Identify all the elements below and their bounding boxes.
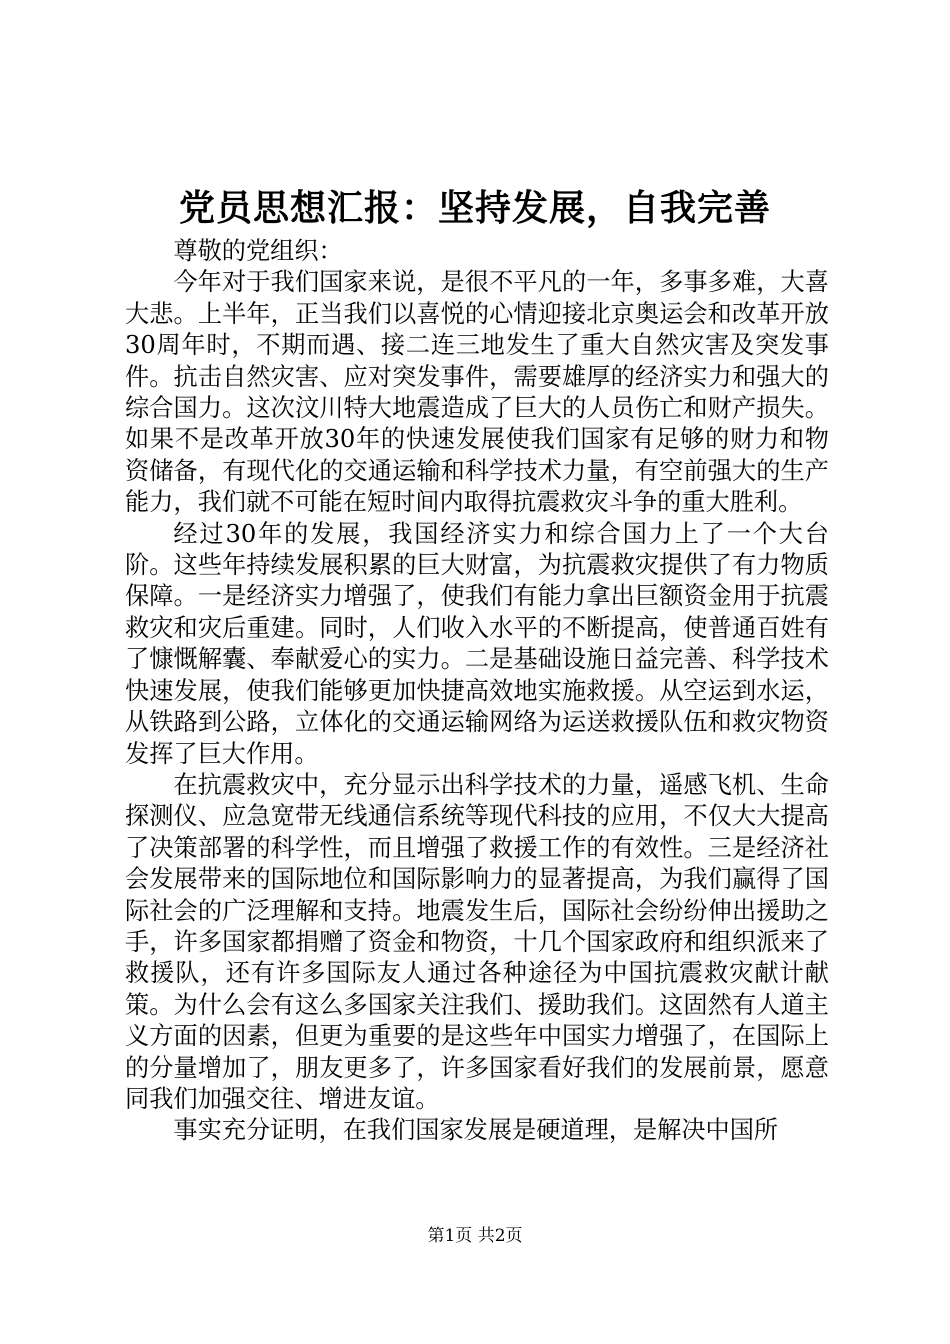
paragraph-2: 经过30年的发展，我国经济实力和综合国力上了一个大台阶。这些年持续发展积累的巨大财富，为抗震救灾提供了有力物质保障。一是经济实力增强了，使我们有能力拿出巨额资金用于抗震救灾和灾后重建。同时，人们收入水平的不断提高，使普通百姓有了慷慨解囊、奉献爱心的实力。二是基础设施日益完善、科学技术快速发展，使我们能够更加快捷高效地实施救援。从空运到水运，从铁路到公路，立体化的交通运输网络为运送救援队伍和救灾物资发挥了巨大作用。 (125, 519, 829, 768)
document-title: 党员思想汇报：坚持发展，自我完善 (178, 187, 771, 229)
page-number-footer: 第1页 共2页 (427, 1226, 523, 1246)
salutation: 尊敬的党组织： (173, 237, 343, 265)
paragraph-1: 今年对于我们国家来说，是很不平凡的一年，多事多难，大喜大悲。上半年，正当我们以喜悦的心情迎接北京奥运会和改革开放30周年时，不期而遇、接二连三地发生了重大自然灾害及突发事件。抗击自然灾害、应对突发事件，需要雄厚的经济实力和强大的综合国力。这次汶川特大地震造成了巨大的人员伤亡和财产损失。如果不是改革开放30年的快速发展使我们国家有足够的财力和物资储备，有现代化的交通运输和科学技术力量，有空前强大的生产能力，我们就不可能在短时间内取得抗震救灾斗争的重大胜利。 (125, 268, 829, 517)
document-body (125, 236, 829, 1147)
paragraph-4: 事实充分证明，在我们国家发展是硬道理，是解决中国所 (173, 1116, 779, 1145)
paragraph-3: 在抗震救灾中，充分显示出科学技术的力量，遥感飞机、生命探测仪、应急宽带无线通信系统等现代科技的应用，不仅大大提高了决策部署的科学性，而且增强了救援工作的有效性。三是经济社会发展带来的国际地位和国际影响力的显著提高，为我们赢得了国际社会的广泛理解和支持。地震发生后，国际社会纷纷伸出援助之手，许多国家都捐赠了资金和物资，十几个国家政府和组织派来了救援队，还有许多国际友人通过各种途径为中国抗震救灾献计献策。为什么会有这么多国家关注我们、援助我们。这固然有人道主义方面的因素，但更为重要的是这些年中国实力增强了，在国际上的分量增加了，朋友更多了，许多国家看好我们的发展前景，愿意同我们加强交往、增进友谊。 (125, 770, 829, 1113)
